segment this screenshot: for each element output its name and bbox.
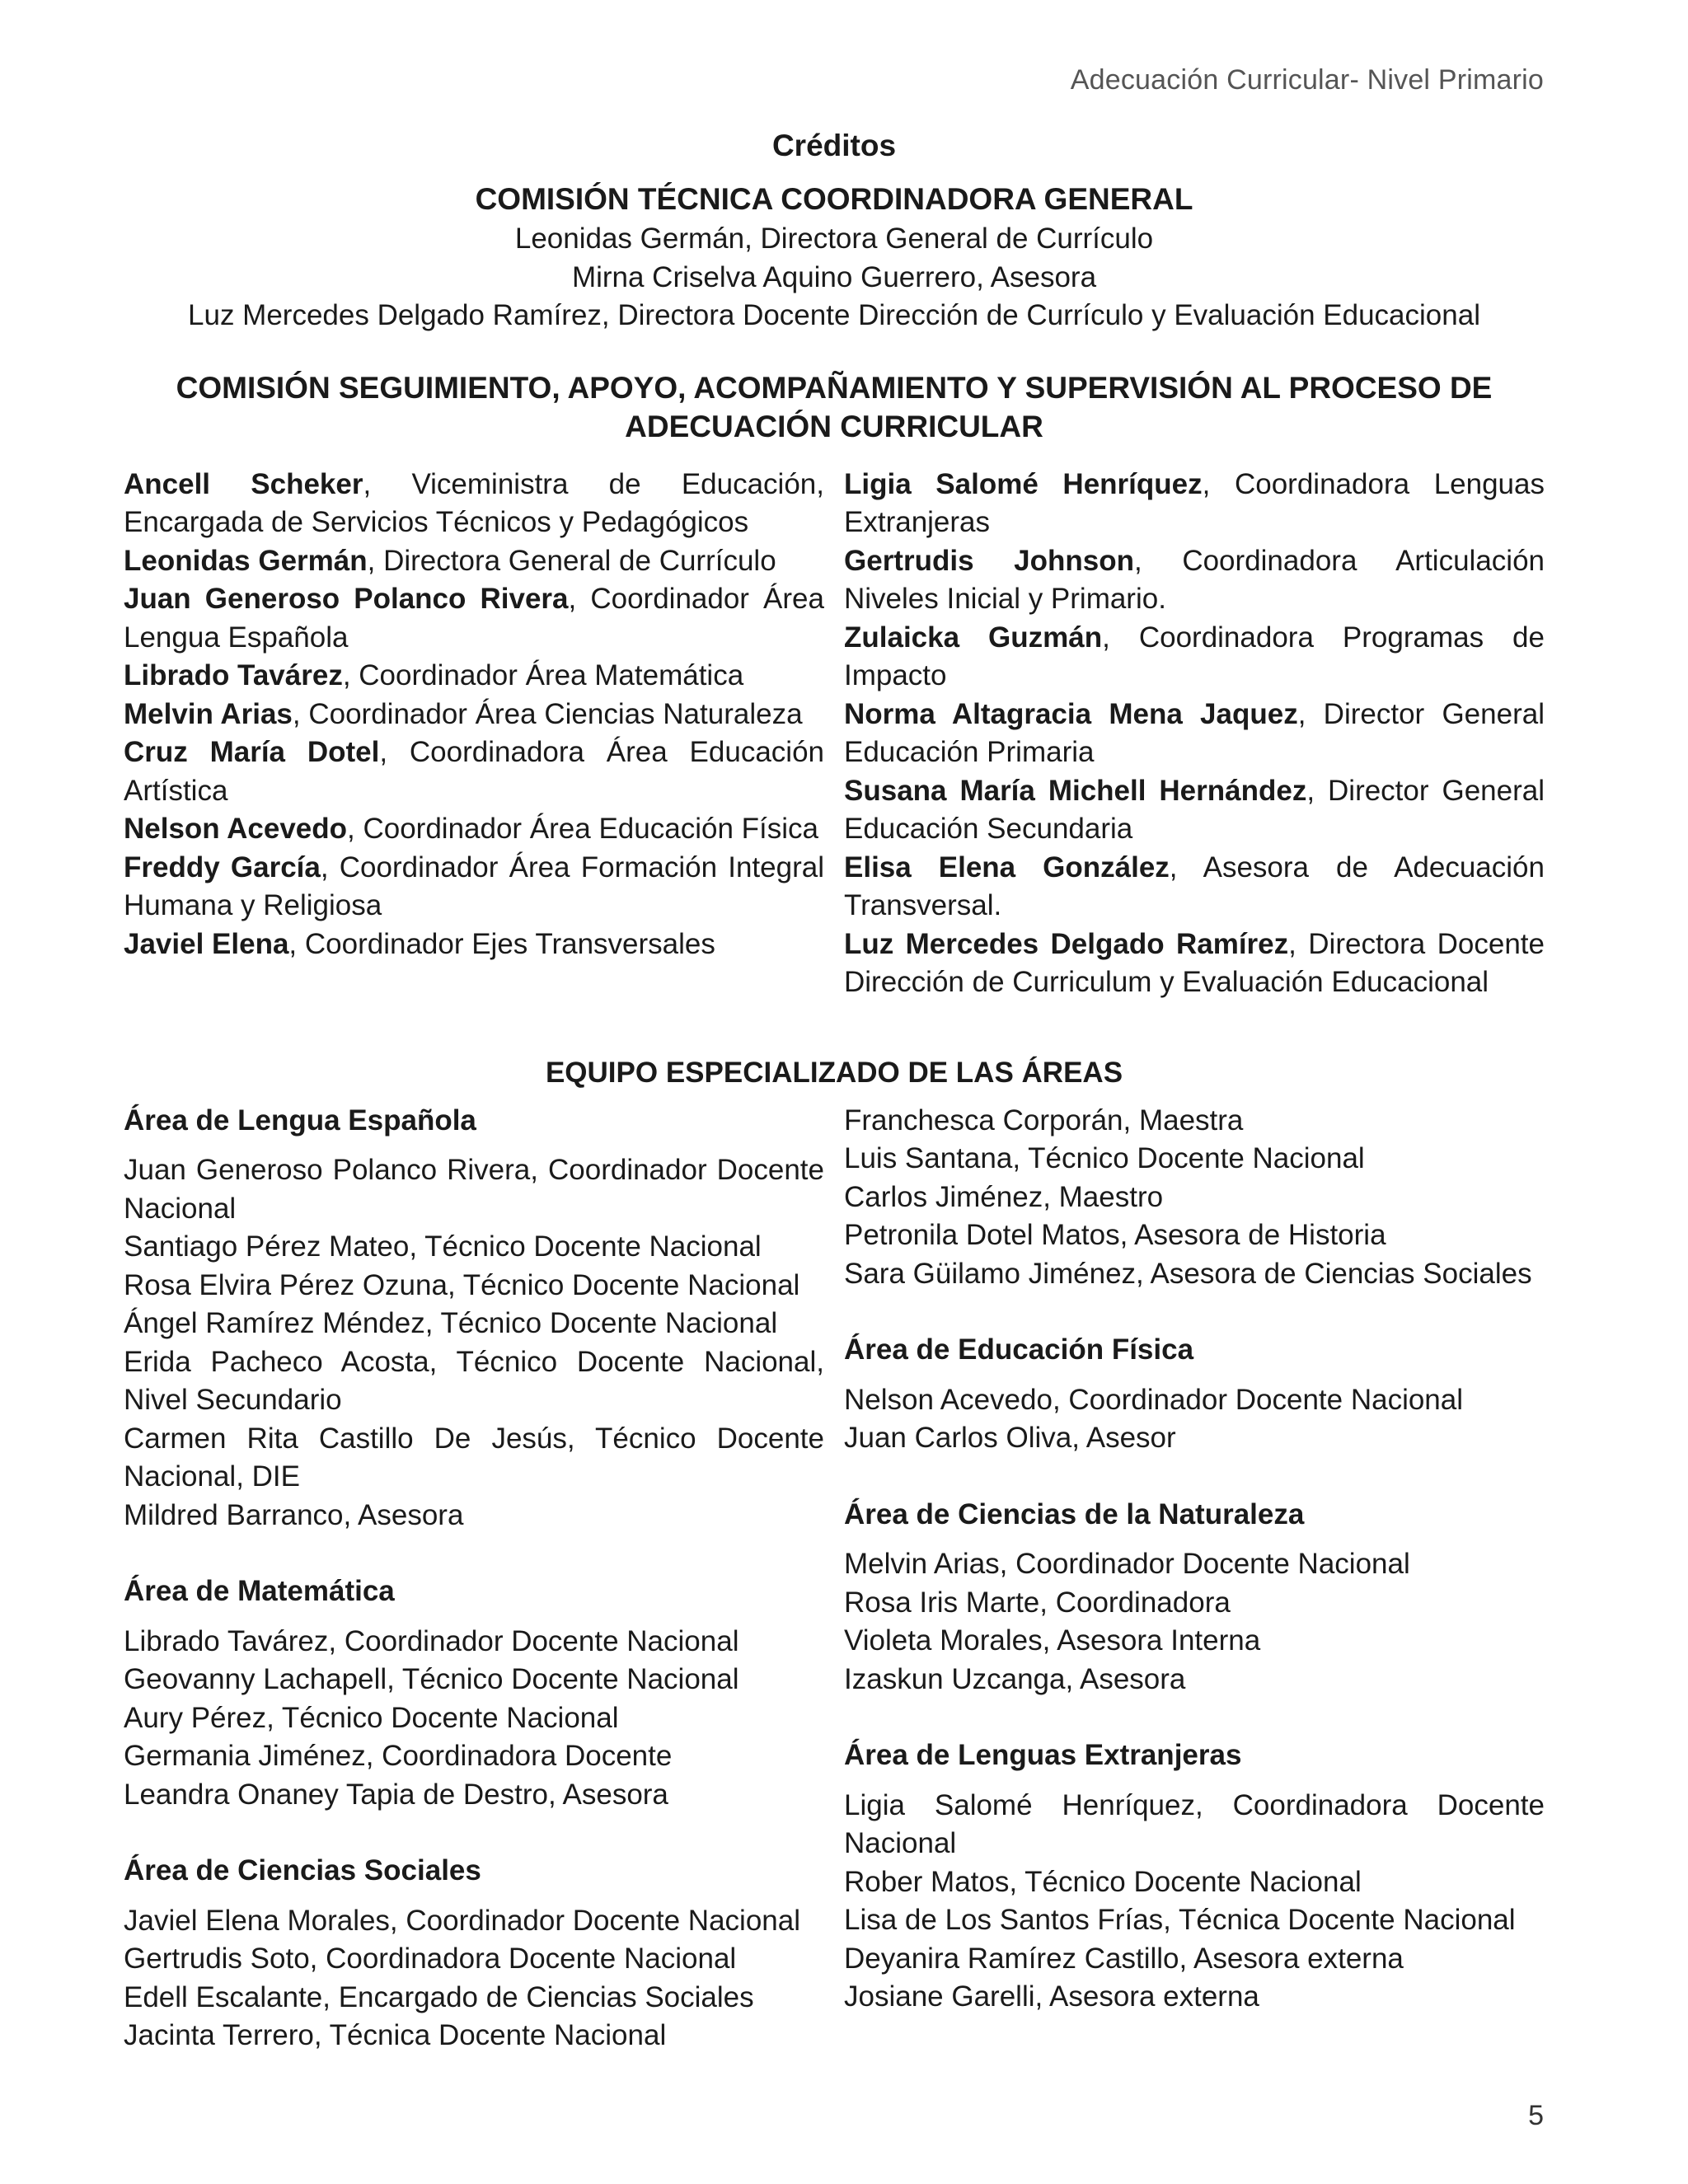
area-member: Santiago Pérez Mateo, Técnico Docente Nacional xyxy=(124,1230,762,1263)
area-member: Sara Güilamo Jiménez, Asesora de Ciencias Sociales xyxy=(844,1257,1532,1290)
member-name: Javiel Elena xyxy=(124,927,289,960)
member-entry xyxy=(844,696,1545,772)
area-ciencias-sociales-continued xyxy=(844,1102,1545,1294)
area-title: Área de Educación Física xyxy=(844,1333,1194,1366)
member-name: Ligia Salomé Henríquez xyxy=(844,467,1203,500)
member-entry xyxy=(124,542,824,581)
member-name: Juan Generoso Polanco Rivera xyxy=(124,583,569,615)
member-name: Freddy García xyxy=(124,851,321,883)
area-member: Violeta Morales, Asesora Interna xyxy=(844,1624,1261,1657)
page-number: 5 xyxy=(1528,2100,1544,2131)
member-name: Luz Mercedes Delgado Ramírez xyxy=(844,927,1289,960)
equipo-left xyxy=(124,1102,824,2093)
area-member: Germania Jiménez, Coordinadora Docente xyxy=(124,1740,673,1772)
member-role: , Directora Docente Dirección de Curriculum y Evaluación Educacional xyxy=(844,927,1545,998)
area-member: Edell Escalante, Encargado de Ciencias Sociales xyxy=(124,1980,754,2013)
member-role: , Coordinadora Lenguas Extranjeras xyxy=(844,467,1545,538)
member-role: , Coordinadora Área Educación Artística xyxy=(124,736,825,807)
member-entry xyxy=(844,849,1545,926)
equipo-columns xyxy=(124,1102,1545,2093)
member-entry xyxy=(124,810,824,849)
member-role: , Coordinador Área Lengua Española xyxy=(124,583,824,654)
area-member: Gertrudis Soto, Coordinadora Docente Nacional xyxy=(124,1943,737,1975)
area-member: Juan Carlos Oliva, Asesor xyxy=(844,1422,1176,1454)
area-member: Josiane Garelli, Asesora externa xyxy=(844,1980,1259,2013)
member-name: Elisa Elena González xyxy=(844,851,1170,883)
area-member: Juan Generoso Polanco Rivera, Coordinador Docente Nacional xyxy=(124,1154,824,1225)
member-entry xyxy=(844,542,1545,619)
member-entry xyxy=(124,849,824,926)
area-member: Javiel Elena Morales, Coordinador Docente Nacional xyxy=(124,1904,800,1937)
member-name: Norma Altagracia Mena Jaquez xyxy=(844,697,1298,730)
comision-tecnica-line: Leonidas Germán, Directora General de Currículo xyxy=(514,223,1154,255)
equipo-heading: EQUIPO ESPECIALIZADO DE LAS ÁREAS xyxy=(545,1056,1123,1089)
member-entry xyxy=(844,619,1545,696)
member-role: , Coordinador Área Ciencias Naturaleza xyxy=(292,697,803,730)
area-ciencias-naturaleza xyxy=(844,1496,1545,1699)
area-member: Lisa de Los Santos Frías, Técnica Docente Nacional xyxy=(844,1904,1516,1936)
member-role: , Asesora de Adecuación Transversal. xyxy=(844,851,1545,921)
member-role: , Directora General de Currículo xyxy=(367,544,776,577)
member-entry xyxy=(124,696,824,734)
area-member: Deyanira Ramírez Castillo, Asesora externa xyxy=(844,1942,1404,1975)
area-title: Área de Lengua Española xyxy=(124,1104,476,1137)
equipo-right xyxy=(844,1102,1545,2093)
area-member: Aury Pérez, Técnico Docente Nacional xyxy=(124,1701,619,1734)
area-member: Nelson Acevedo, Coordinador Docente Nacional xyxy=(844,1383,1464,1416)
member-entry xyxy=(124,926,824,964)
comision-seguimiento-columns xyxy=(124,466,1545,1002)
member-role: , Coordinador Área Formación Integral Humana y Religiosa xyxy=(124,851,824,921)
area-ciencias-sociales xyxy=(124,1852,824,2055)
area-title: Área de Ciencias Sociales xyxy=(124,1854,481,1886)
area-lengua-espanola xyxy=(124,1102,824,1535)
area-member: Petronila Dotel Matos, Asesora de Historia xyxy=(844,1219,1386,1251)
area-member: Rosa Iris Marte, Coordinadora xyxy=(844,1586,1231,1619)
member-role: , Director General Educación Secundaria xyxy=(844,774,1545,845)
member-role: , Coordinador Área Educación Física xyxy=(347,813,818,845)
member-role: , Coordinadora Articulación Niveles Inicial y Primario. xyxy=(844,544,1545,615)
area-member: Librado Tavárez, Coordinador Docente Nacional xyxy=(124,1624,739,1657)
running-header: Adecuación Curricular- Nivel Primario xyxy=(1070,64,1544,96)
member-name: Nelson Acevedo xyxy=(124,813,348,845)
area-member: Jacinta Terrero, Técnica Docente Nacional xyxy=(124,2019,667,2051)
member-name: Librado Tavárez xyxy=(124,659,343,691)
member-role: , Director General Educación Primaria xyxy=(844,697,1545,768)
comision-seguimiento-heading-line: COMISIÓN SEGUIMIENTO, APOYO, ACOMPAÑAMIENTO Y SUPERVISIÓN AL PROCESO DE xyxy=(176,370,1493,405)
area-educacion-fisica xyxy=(844,1331,1545,1458)
member-role: , Coordinadora Programas de Impacto xyxy=(844,621,1545,691)
area-member: Leandra Onaney Tapia de Destro, Asesora xyxy=(124,1778,668,1811)
member-entry xyxy=(124,733,824,810)
area-lenguas-extranjeras xyxy=(844,1736,1545,2017)
member-entry xyxy=(124,466,824,542)
area-member: Carmen Rita Castillo De Jesús, Técnico Docente Nacional, DIE xyxy=(124,1422,824,1493)
area-member: Rosa Elvira Pérez Ozuna, Técnico Docente Nacional xyxy=(124,1268,800,1301)
area-member: Ángel Ramírez Méndez, Técnico Docente Nacional xyxy=(124,1307,778,1339)
page-title: Créditos xyxy=(771,129,897,162)
member-role: , Coordinador Área Matemática xyxy=(342,659,744,691)
area-member: Erida Pacheco Acosta, Técnico Docente Nacional, Nivel Secundario xyxy=(124,1345,824,1416)
comision-seguimiento-heading xyxy=(124,368,1545,446)
member-entry xyxy=(124,580,824,657)
member-entry xyxy=(844,466,1545,542)
member-name: Leonidas Germán xyxy=(124,544,368,577)
member-entry xyxy=(124,657,824,696)
comision-tecnica-line: Mirna Criselva Aquino Guerrero, Asesora xyxy=(571,260,1097,293)
comision-seguimiento-heading-line: ADECUACIÓN CURRICULAR xyxy=(625,409,1043,443)
member-name: Melvin Arias xyxy=(124,697,293,730)
area-member: Geovanny Lachapell, Técnico Docente Nacional xyxy=(124,1663,739,1695)
member-entry xyxy=(844,926,1545,1002)
area-member: Melvin Arias, Coordinador Docente Nacional xyxy=(844,1548,1410,1580)
credits-content xyxy=(124,124,1545,2093)
comision-seguimiento-left xyxy=(124,466,824,1002)
member-name: Ancell Scheker xyxy=(124,467,363,500)
area-member: Carlos Jiménez, Maestro xyxy=(844,1180,1164,1213)
member-name: Zulaicka Guzmán xyxy=(844,621,1103,654)
comision-tecnica-list xyxy=(124,220,1545,335)
area-title: Área de Matemática xyxy=(124,1575,395,1607)
comision-seguimiento-right xyxy=(844,466,1545,1002)
member-role: , Coordinador Ejes Transversales xyxy=(288,927,715,960)
area-member: Franchesca Corporán, Maestra xyxy=(844,1104,1244,1137)
area-member: Luis Santana, Técnico Docente Nacional xyxy=(844,1142,1365,1174)
area-title: Área de Ciencias de la Naturaleza xyxy=(844,1497,1305,1530)
area-member: Izaskun Uzcanga, Asesora xyxy=(844,1662,1186,1695)
member-name: Gertrudis Johnson xyxy=(844,544,1134,577)
area-member: Rober Matos, Técnico Docente Nacional xyxy=(844,1865,1362,1898)
area-title: Área de Lenguas Extranjeras xyxy=(844,1739,1242,1771)
comision-tecnica-heading: COMISIÓN TÉCNICA COORDINADORA GENERAL xyxy=(475,182,1193,216)
area-matematica xyxy=(124,1572,824,1814)
member-name: Cruz María Dotel xyxy=(124,736,380,768)
member-role: , Viceministra de Educación, Encargada de Servicios Técnicos y Pedagógicos xyxy=(124,467,824,538)
comision-tecnica-line: Luz Mercedes Delgado Ramírez, Directora Docente Dirección de Currículo y Evaluación Educacional xyxy=(188,299,1480,331)
member-entry xyxy=(844,772,1545,849)
member-name: Susana María Michell Hernández xyxy=(844,774,1307,807)
area-member: Mildred Barranco, Asesora xyxy=(124,1498,464,1531)
area-member: Ligia Salomé Henríquez, Coordinadora Docente Nacional xyxy=(844,1788,1545,1859)
